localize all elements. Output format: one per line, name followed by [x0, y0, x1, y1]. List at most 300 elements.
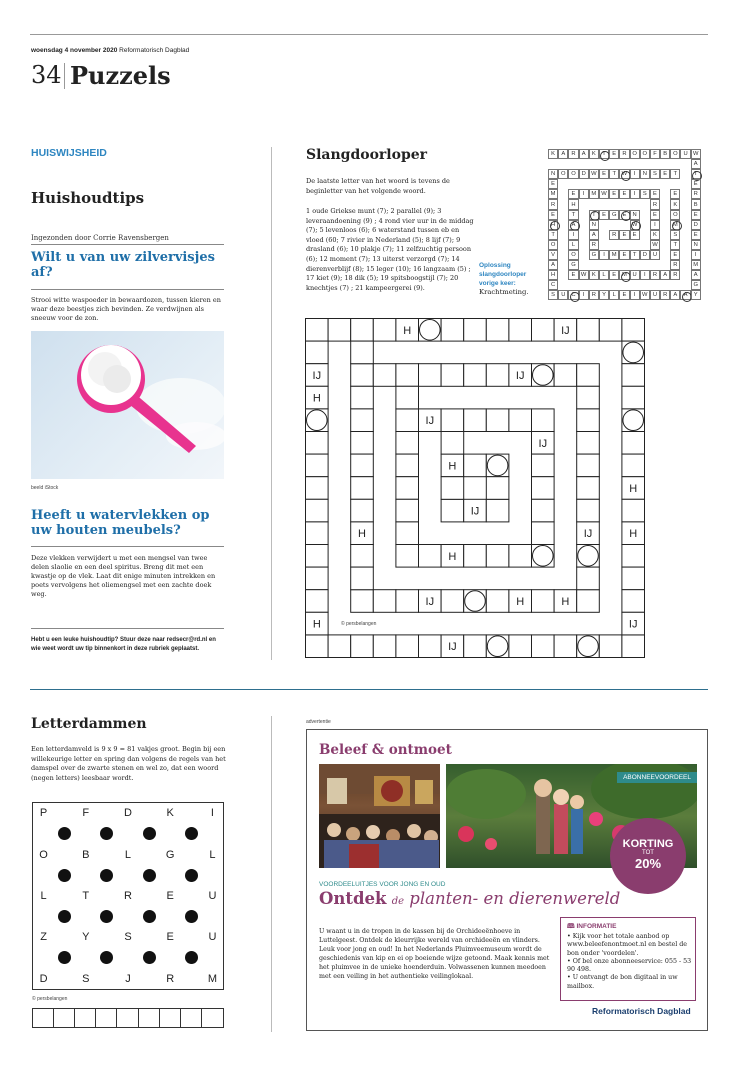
grid-cell[interactable] — [464, 319, 487, 342]
solution-cell: U — [630, 270, 640, 280]
grid-cell[interactable] — [577, 364, 600, 387]
solution-cell: T — [630, 250, 640, 260]
header-dateline — [31, 47, 189, 54]
tip-footer: Hebt u een leuke huishoudtip? Stuur deze naar redsecr@rd.nl en wie weet wordt uw tip binnenkort in deze rubriek geplaatst. — [31, 637, 216, 652]
solution-cell: E — [619, 250, 629, 260]
solution-cell: T — [548, 230, 558, 240]
solution-cell — [680, 280, 690, 290]
ad-headline — [319, 889, 620, 908]
grid-cell[interactable] — [351, 477, 374, 500]
letterdammen-title: Letterdammen — [31, 716, 147, 732]
empty-cell — [160, 865, 181, 886]
discount-mid: TOT — [642, 850, 654, 856]
cell-letter: H — [448, 460, 457, 473]
abonnee-badge: ABONNEEVOORDEEL — [617, 772, 697, 783]
grid-cell[interactable] — [577, 635, 600, 658]
grid-cell[interactable] — [373, 364, 396, 387]
black-stone — [181, 865, 202, 886]
grid-cell[interactable] — [373, 590, 396, 613]
solution-cell — [609, 179, 619, 189]
solution-cell — [680, 189, 690, 199]
stone-dot — [100, 951, 113, 964]
grid-cell[interactable] — [351, 364, 374, 387]
solution-cell — [579, 159, 589, 169]
grid-cell[interactable] — [577, 499, 600, 522]
solution-cell: O — [558, 169, 568, 179]
grid-cell[interactable] — [577, 319, 600, 342]
grid-cell[interactable] — [351, 386, 374, 409]
cell-letter: IJ — [515, 370, 525, 382]
letter-cell: J — [125, 972, 131, 985]
solution-cell — [619, 240, 629, 250]
solution-cell: W — [640, 290, 650, 300]
solution-cell: E — [568, 270, 578, 280]
grid-cell[interactable] — [486, 635, 509, 658]
stone-dot — [100, 827, 113, 840]
solution-cell: W — [579, 270, 589, 280]
solution-cell — [609, 199, 619, 209]
grid-cell[interactable] — [532, 319, 555, 342]
empty-cell — [96, 968, 117, 989]
grid-cell[interactable] — [532, 635, 555, 658]
section-title: Puzzels — [70, 61, 171, 90]
grid-cell[interactable] — [396, 590, 419, 613]
grid-cell[interactable] — [577, 590, 600, 613]
stone-dot — [58, 827, 71, 840]
grid-cell[interactable] — [373, 635, 396, 658]
grid-cell[interactable] — [486, 590, 509, 613]
solution-cell: G — [568, 260, 578, 270]
grid-cell[interactable] — [441, 409, 464, 432]
grid-cell[interactable] — [306, 522, 329, 545]
stone-dot — [143, 910, 156, 923]
solution-cell: E — [691, 210, 701, 220]
grid-cell[interactable] — [396, 409, 419, 432]
grid-cell[interactable] — [441, 499, 464, 522]
letter-cell: E — [166, 889, 174, 902]
grid-cell[interactable] — [622, 432, 645, 455]
solution-cell — [660, 250, 670, 260]
solution-cell: E — [670, 189, 680, 199]
grid-cell[interactable] — [441, 319, 464, 342]
column-divider — [271, 147, 272, 660]
slang-intro: De laatste letter van het woord is tevens de beginletter van het volgende woord. — [306, 177, 450, 195]
solution-cell: E — [599, 210, 609, 220]
empty-cell — [96, 927, 117, 948]
solution-cell — [558, 250, 568, 260]
info-item-3: U ontvangt de bon digitaal in uw mailbox. — [567, 974, 678, 990]
empty-cell — [54, 886, 75, 907]
solution-cell — [660, 189, 670, 199]
discount-top: KORTING — [622, 838, 674, 850]
grid-cell[interactable] — [306, 499, 329, 522]
grid-cell[interactable] — [419, 545, 442, 568]
solution-cell: L — [568, 240, 578, 250]
solution-cell: E — [691, 230, 701, 240]
grid-cell[interactable] — [351, 341, 374, 364]
stone-dot — [185, 951, 198, 964]
black-stone — [96, 824, 117, 845]
black-stone — [96, 865, 117, 886]
grid-cell[interactable] — [577, 432, 600, 455]
grid-cell[interactable] — [622, 319, 645, 342]
grid-cell[interactable] — [441, 590, 464, 613]
solution-cell: E — [619, 210, 629, 220]
grid-cell[interactable] — [509, 635, 532, 658]
grid-cell[interactable] — [599, 635, 622, 658]
info-item: • U ontvangt de bon digitaal in uw mailbox. — [567, 974, 678, 990]
grid-cell[interactable] — [532, 499, 555, 522]
answer-2: Deze vlekken verwijdert u met een mengsel van twee delen slaolie en een deel spiritus. Breng dit met een kwastje op de vlek. Laat dit enige minuten intrekken en poets vervolgens het oliemengsel met een zachte doek weg. — [31, 554, 216, 598]
solution-cell — [670, 179, 680, 189]
solution-cell — [579, 210, 589, 220]
grid-cell[interactable] — [328, 635, 351, 658]
solution-cell — [640, 220, 650, 230]
grid-cell[interactable] — [577, 454, 600, 477]
grid-cell[interactable] — [396, 386, 419, 409]
discount-value: 20% — [634, 856, 662, 871]
solution-cell — [640, 159, 650, 169]
solution-cell: T — [599, 149, 609, 159]
solution-cell: R — [660, 290, 670, 300]
solution-cell: W — [619, 169, 629, 179]
grid-cell[interactable] — [396, 522, 419, 545]
grid-cell[interactable] — [351, 454, 374, 477]
grid-cell[interactable] — [532, 454, 555, 477]
solution-cell — [619, 280, 629, 290]
rule — [31, 289, 224, 290]
grid-cell[interactable] — [464, 364, 487, 387]
grid-cell[interactable] — [441, 432, 464, 455]
grid-cell[interactable] — [419, 319, 442, 342]
solution-cell — [619, 260, 629, 270]
grid-cell[interactable] — [306, 432, 329, 455]
solution-cell: V — [548, 250, 558, 260]
letter-cell: T — [82, 889, 90, 902]
solution-cell: A — [568, 220, 578, 230]
solution-cell: T — [589, 210, 599, 220]
grid-cell[interactable] — [306, 319, 329, 342]
grid-cell[interactable] — [464, 635, 487, 658]
grid-cell[interactable] — [622, 635, 645, 658]
grid-cell[interactable] — [306, 454, 329, 477]
letter-cell: U — [208, 931, 217, 944]
headline-part-a: Ontdek — [319, 889, 387, 908]
solution-cell — [579, 240, 589, 250]
empty-cell — [75, 948, 96, 969]
grid-cell[interactable] — [622, 409, 645, 432]
empty-cell — [96, 886, 117, 907]
grid-cell[interactable] — [486, 545, 509, 568]
grid-cell[interactable] — [441, 364, 464, 387]
empty-cell — [181, 803, 202, 824]
solution-cell — [660, 280, 670, 290]
solution-cell — [599, 240, 609, 250]
grid-cell[interactable] — [532, 409, 555, 432]
solution-cell: N — [640, 169, 650, 179]
ad-kicker: VOORDEELUITJES VOOR JONG EN OUD — [319, 881, 446, 888]
grid-cell[interactable] — [486, 409, 509, 432]
solution-cell — [568, 159, 578, 169]
grid-cell[interactable] — [464, 454, 487, 477]
solution-cell — [599, 199, 609, 209]
grid-cell[interactable] — [509, 409, 532, 432]
black-stone — [54, 865, 75, 886]
grid-cell[interactable] — [622, 454, 645, 477]
solution-cell: A — [691, 159, 701, 169]
grid-cell[interactable] — [419, 635, 442, 658]
solution-cell — [680, 250, 690, 260]
solution-cell — [609, 240, 619, 250]
grid-cell[interactable] — [622, 590, 645, 613]
solution-cell — [558, 199, 568, 209]
solution-cell — [609, 159, 619, 169]
grid-cell[interactable] — [622, 364, 645, 387]
solution-cell — [630, 159, 640, 169]
solution-cell: K — [650, 230, 660, 240]
solution-cell — [558, 270, 568, 280]
grid-cell[interactable] — [532, 522, 555, 545]
solution-cell: E — [568, 189, 578, 199]
solution-cell — [568, 280, 578, 290]
grid-cell[interactable] — [622, 499, 645, 522]
cell-letter: IJ — [538, 437, 548, 450]
headline-part-c: planten- en dierenwereld — [409, 889, 621, 908]
rule — [31, 628, 224, 629]
grid-cell[interactable] — [396, 635, 419, 658]
grid-cell[interactable] — [577, 409, 600, 432]
grid-cell[interactable] — [486, 454, 509, 477]
header-separator — [64, 63, 65, 89]
solution-cell: K — [589, 149, 599, 159]
grid-cell[interactable] — [622, 545, 645, 568]
grid-cell[interactable] — [532, 545, 555, 568]
solution-cell — [650, 159, 660, 169]
solution-cell — [650, 179, 660, 189]
solution-cell — [630, 179, 640, 189]
solution-cell: I — [630, 290, 640, 300]
grid-cell[interactable] — [464, 545, 487, 568]
solution-cell: M — [609, 250, 619, 260]
letter-cell: L — [124, 848, 132, 861]
grid-cell[interactable] — [351, 567, 374, 590]
grid-cell[interactable] — [464, 590, 487, 613]
solution-cell: I — [579, 290, 589, 300]
empty-cell — [160, 948, 181, 969]
rule — [31, 244, 224, 245]
grid-cell[interactable] — [396, 364, 419, 387]
discount-badge — [610, 818, 686, 894]
solution-cell: U — [650, 250, 660, 260]
empty-cell — [139, 927, 160, 948]
solution-cell — [599, 260, 609, 270]
empty-cell — [160, 906, 181, 927]
solution-cell — [558, 260, 568, 270]
cell-letter: H — [516, 596, 525, 608]
page-number: 34 — [31, 61, 62, 89]
letter-cell: R — [166, 972, 175, 985]
grid-cell[interactable] — [532, 477, 555, 500]
grid-cell[interactable] — [396, 545, 419, 568]
grid-cell[interactable] — [622, 341, 645, 364]
grid-cell[interactable] — [599, 319, 622, 342]
solution-cell: B — [660, 149, 670, 159]
solution-cell: G — [691, 280, 701, 290]
ad-body: U waant u in de tropen in de kassen bij de Orchideeënhoeve in Luttelgeest. Ontdek de kleurrijke wereld van orchideeën en vlinders. Leuk voor jong en oud! In het Nederlands Pluimveemuseum wordt de geschiedenis van kip en ei op boeiende wijze getoond. Maak kennis met het pluimvee in de unieke hoenderduin. Volwassenen kunnen meedoen met een veiling in het authentieke veilinglokaal. — [319, 928, 550, 980]
solution-cell: F — [650, 149, 660, 159]
grid-cell[interactable] — [373, 319, 396, 342]
grid-cell[interactable] — [351, 319, 374, 342]
grid-cell[interactable] — [306, 341, 329, 364]
grid-cell[interactable] — [396, 477, 419, 500]
letter-cell: D — [39, 972, 48, 985]
solution-cell — [660, 199, 670, 209]
grid-cell[interactable] — [622, 567, 645, 590]
ad-photo-museum — [319, 764, 440, 868]
solution-cell: E — [650, 210, 660, 220]
grid-cell[interactable] — [486, 364, 509, 387]
solution-cell: T — [568, 210, 578, 220]
grid-cell[interactable] — [351, 409, 374, 432]
grid-cell[interactable] — [351, 499, 374, 522]
grid-cell[interactable] — [351, 635, 374, 658]
letter-cell: K — [166, 807, 174, 820]
solution-cell — [568, 179, 578, 189]
grid-cell[interactable] — [306, 409, 329, 432]
empty-cell — [139, 886, 160, 907]
grid-cell[interactable] — [351, 432, 374, 455]
solution-cell: R — [609, 230, 619, 240]
solution-cell: E — [619, 189, 629, 199]
grid-cell[interactable] — [419, 364, 442, 387]
solution-cell: I — [640, 270, 650, 280]
letter-cell: L — [209, 848, 216, 861]
solution-cell — [640, 179, 650, 189]
solution-cell: I — [630, 169, 640, 179]
grid-cell[interactable] — [532, 364, 555, 387]
letter-cell: R — [124, 889, 132, 902]
empty-cell — [117, 906, 138, 927]
grid-cell[interactable] — [577, 567, 600, 590]
solution-cell: Y — [599, 290, 609, 300]
grid-cell[interactable] — [486, 319, 509, 342]
answer-boxes[interactable] — [32, 1008, 224, 1028]
grid-cell[interactable] — [306, 590, 329, 613]
grid-cell[interactable] — [577, 386, 600, 409]
grid-cell[interactable] — [396, 432, 419, 455]
advertisement[interactable] — [306, 729, 708, 1031]
solution-cell: E — [609, 149, 619, 159]
grid-cell[interactable] — [351, 590, 374, 613]
solution-cell: O — [640, 149, 650, 159]
solution-cell: W — [691, 149, 701, 159]
grid-cell[interactable] — [509, 319, 532, 342]
solution-cell — [558, 230, 568, 240]
grid-cell[interactable] — [396, 499, 419, 522]
grid-cell[interactable] — [554, 364, 577, 387]
grid-cell[interactable] — [464, 409, 487, 432]
column-divider — [271, 716, 272, 1032]
solution-cell: R — [670, 260, 680, 270]
grid-cell[interactable] — [351, 545, 374, 568]
solution-cell: M — [548, 189, 558, 199]
grid-cell[interactable] — [509, 545, 532, 568]
empty-cell — [54, 803, 75, 824]
solution-cell: G — [589, 250, 599, 260]
solution-grid — [548, 149, 701, 300]
stone-dot — [143, 869, 156, 882]
grid-cell[interactable] — [441, 477, 464, 500]
black-stone — [54, 948, 75, 969]
rule — [31, 546, 224, 547]
solution-cell — [589, 260, 599, 270]
cell-letter: H — [312, 392, 321, 405]
grid-cell[interactable] — [306, 477, 329, 500]
slang-credit: © persbelangen — [341, 621, 377, 627]
solution-cell — [589, 280, 599, 290]
grid-cell[interactable] — [306, 635, 329, 658]
solution-cell — [579, 220, 589, 230]
solution-cell: R — [670, 270, 680, 280]
grid-cell[interactable] — [577, 477, 600, 500]
info-item-1: Kijk voor het totale aanbod op www.beleefenontmoet.nl en bestel de bon onder 'voordelen'. — [567, 933, 688, 957]
grid-cell[interactable] — [306, 545, 329, 568]
solution-cell: I — [650, 220, 660, 230]
grid-cell[interactable] — [486, 499, 509, 522]
solution-cell: U — [680, 149, 690, 159]
byline: Ingezonden door Corrie Ravensbergen — [31, 234, 169, 242]
info-icon: 🕮 — [567, 923, 575, 930]
solution-cell: I — [568, 230, 578, 240]
solution-cell — [579, 260, 589, 270]
grid-cell[interactable] — [396, 454, 419, 477]
empty-cell — [75, 824, 96, 845]
cell-letter: IJ — [470, 505, 480, 518]
black-stone — [54, 824, 75, 845]
stone-dot — [100, 869, 113, 882]
letter-cell: P — [39, 807, 48, 820]
grid-cell[interactable] — [486, 477, 509, 500]
grid-cell[interactable] — [577, 545, 600, 568]
solution-cell: I — [579, 189, 589, 199]
cell-letter: H — [629, 528, 638, 541]
grid-cell[interactable] — [306, 567, 329, 590]
black-stone — [139, 824, 160, 845]
solution-cell: U — [650, 290, 660, 300]
empty-cell — [160, 824, 181, 845]
solution-cell — [640, 260, 650, 270]
slang-clues: 1 oude Griekse munt (7); 2 parallel (9); 3 leveraandoening (9) ; 4 rond vier uur in de middag (7); 5 levenloos (6); 6 waterstand tussen eb en vloed (60; 7 rivier in Nederland (5); 8 lijf (7); 9 drasland (6); 10 plakje (7); 11 zelfzuchtig persoon (6); 12 moment (7); 13 uiterst verzorgd (7); 14 dierenverblijf (8); 15 leger (10); 16 langzaam (5) ; 17 kiet (9); 18 dik (5); 19 spitsboogstijl (7); 20 knechtjes (7) ; 21 kampeergerei (9). — [306, 207, 474, 292]
grid-cell[interactable] — [328, 319, 351, 342]
solution-cell: E — [619, 290, 629, 300]
empty-cell — [139, 844, 160, 865]
photo-credit: beeld iStock — [31, 485, 59, 491]
info-item-2: Of bel onze abonneeservice: 055 - 53 90 498. — [567, 957, 692, 974]
grid-cell[interactable] — [554, 635, 577, 658]
scoop-photo — [31, 331, 224, 479]
stone-dot — [143, 827, 156, 840]
solution-cell: T — [691, 169, 701, 179]
solution-cell — [599, 220, 609, 230]
solution-cell — [630, 199, 640, 209]
grid-cell[interactable] — [532, 590, 555, 613]
solution-cell: S — [670, 230, 680, 240]
grid-cell[interactable] — [622, 386, 645, 409]
solution-cell — [630, 260, 640, 270]
letterdammen-grid — [32, 802, 224, 990]
question-1: Wilt u van uw zilvervisjes af? — [31, 250, 215, 280]
cell-letter: IJ — [448, 641, 457, 654]
